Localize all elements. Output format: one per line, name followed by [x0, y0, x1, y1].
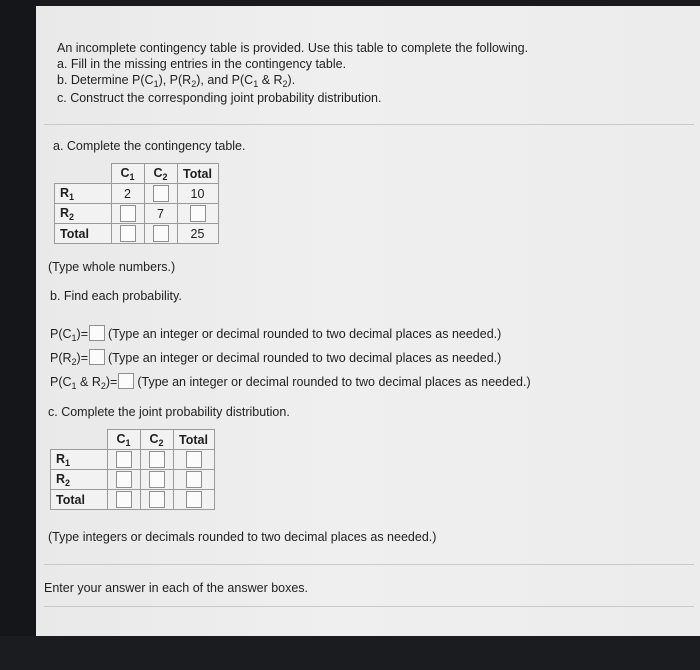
part-c-note: (Type integers or decimals rounded to two decimal places as needed.) [48, 530, 437, 544]
row-label-r1: $R_1$ [55, 184, 112, 204]
row-label-r2: $R_2$ [51, 470, 108, 490]
joint-r1-total[interactable] [173, 450, 214, 470]
intro-line-1: An incomplete contingency table is provided. Use this table to complete the following. [57, 41, 529, 55]
cell-r1-total: 10 [177, 184, 218, 204]
part-a-note: (Type whole numbers.) [48, 260, 176, 274]
joint-total-c2[interactable] [140, 490, 173, 510]
cell-grand-total: 25 [177, 224, 218, 244]
prob-c1-and-r2-input[interactable] [118, 373, 134, 389]
cell-r1-c1: 2 [111, 184, 144, 204]
row-label-r1: $R_1$ [51, 450, 108, 470]
intro-line-3: b. Determine $P(C_1)$, $P(R_2)$, and $P(C_1$ & $R_2$). [57, 73, 296, 89]
footer-instruction: Enter your answer in each of the answer boxes. [44, 581, 309, 595]
table-corner [55, 164, 112, 184]
prob-r2-input[interactable] [89, 349, 105, 365]
prob-c1-input[interactable] [89, 325, 105, 341]
part-c-heading: c. Complete the joint probability distribution. [48, 405, 290, 419]
col-header-c2: $C_2$ [144, 164, 177, 184]
left-bezel [0, 0, 40, 670]
footer-divider [44, 564, 694, 565]
cell-r2-total[interactable] [177, 204, 218, 224]
cell-r1-c2[interactable] [144, 184, 177, 204]
prob-c1-and-r2-row: $P(C_1$ & $R_2)=$ (Type an integer or decimal rounded to two decimal places as needed.) [50, 375, 531, 391]
cell-r2-c2: 7 [144, 204, 177, 224]
row-label-total: Total [55, 224, 112, 244]
joint-grand-total[interactable] [173, 490, 214, 510]
answer-box[interactable] [153, 185, 169, 202]
answer-box[interactable] [149, 471, 165, 488]
contingency-table [54, 163, 219, 244]
answer-box[interactable] [186, 491, 202, 508]
intro-line-2: a. Fill in the missing entries in the contingency table. [57, 57, 347, 71]
col-header-total: Total [173, 430, 214, 450]
question-page [36, 6, 700, 636]
part-b-heading: b. Find each probability. [50, 289, 182, 303]
joint-r2-c2[interactable] [140, 470, 173, 490]
joint-probability-table [50, 429, 215, 510]
answer-box[interactable] [116, 491, 132, 508]
col-header-c1: $C_1$ [107, 430, 140, 450]
answer-box[interactable] [149, 491, 165, 508]
row-label-r2: $R_2$ [55, 204, 112, 224]
prob-c1-row: $P(C_1)=$ (Type an integer or decimal rounded to two decimal places as needed.) [50, 327, 502, 343]
cell-r2-c1[interactable] [111, 204, 144, 224]
joint-r2-c1[interactable] [107, 470, 140, 490]
part-a-heading: a. Complete the contingency table. [53, 139, 246, 153]
answer-box[interactable] [186, 471, 202, 488]
answer-box[interactable] [120, 205, 136, 222]
col-header-c2: $C_2$ [140, 430, 173, 450]
table-corner [51, 430, 108, 450]
footer-bottom-divider [44, 606, 694, 607]
joint-total-c1[interactable] [107, 490, 140, 510]
answer-box[interactable] [153, 225, 169, 242]
intro-line-4: c. Construct the corresponding joint probability distribution. [57, 91, 382, 105]
joint-r2-total[interactable] [173, 470, 214, 490]
answer-box[interactable] [116, 451, 132, 468]
answer-box[interactable] [186, 451, 202, 468]
joint-r1-c2[interactable] [140, 450, 173, 470]
joint-r1-c1[interactable] [107, 450, 140, 470]
answer-box[interactable] [190, 205, 206, 222]
row-label-total: Total [51, 490, 108, 510]
answer-box[interactable] [116, 471, 132, 488]
col-header-total: Total [177, 164, 218, 184]
prob-r2-row: $P(R_2)=$ (Type an integer or decimal rounded to two decimal places as needed.) [50, 351, 502, 367]
col-header-c1: $C_1$ [111, 164, 144, 184]
section-divider [44, 124, 694, 125]
cell-total-c1[interactable] [111, 224, 144, 244]
answer-box[interactable] [120, 225, 136, 242]
cell-total-c2[interactable] [144, 224, 177, 244]
answer-box[interactable] [149, 451, 165, 468]
bottom-bezel [0, 636, 700, 670]
